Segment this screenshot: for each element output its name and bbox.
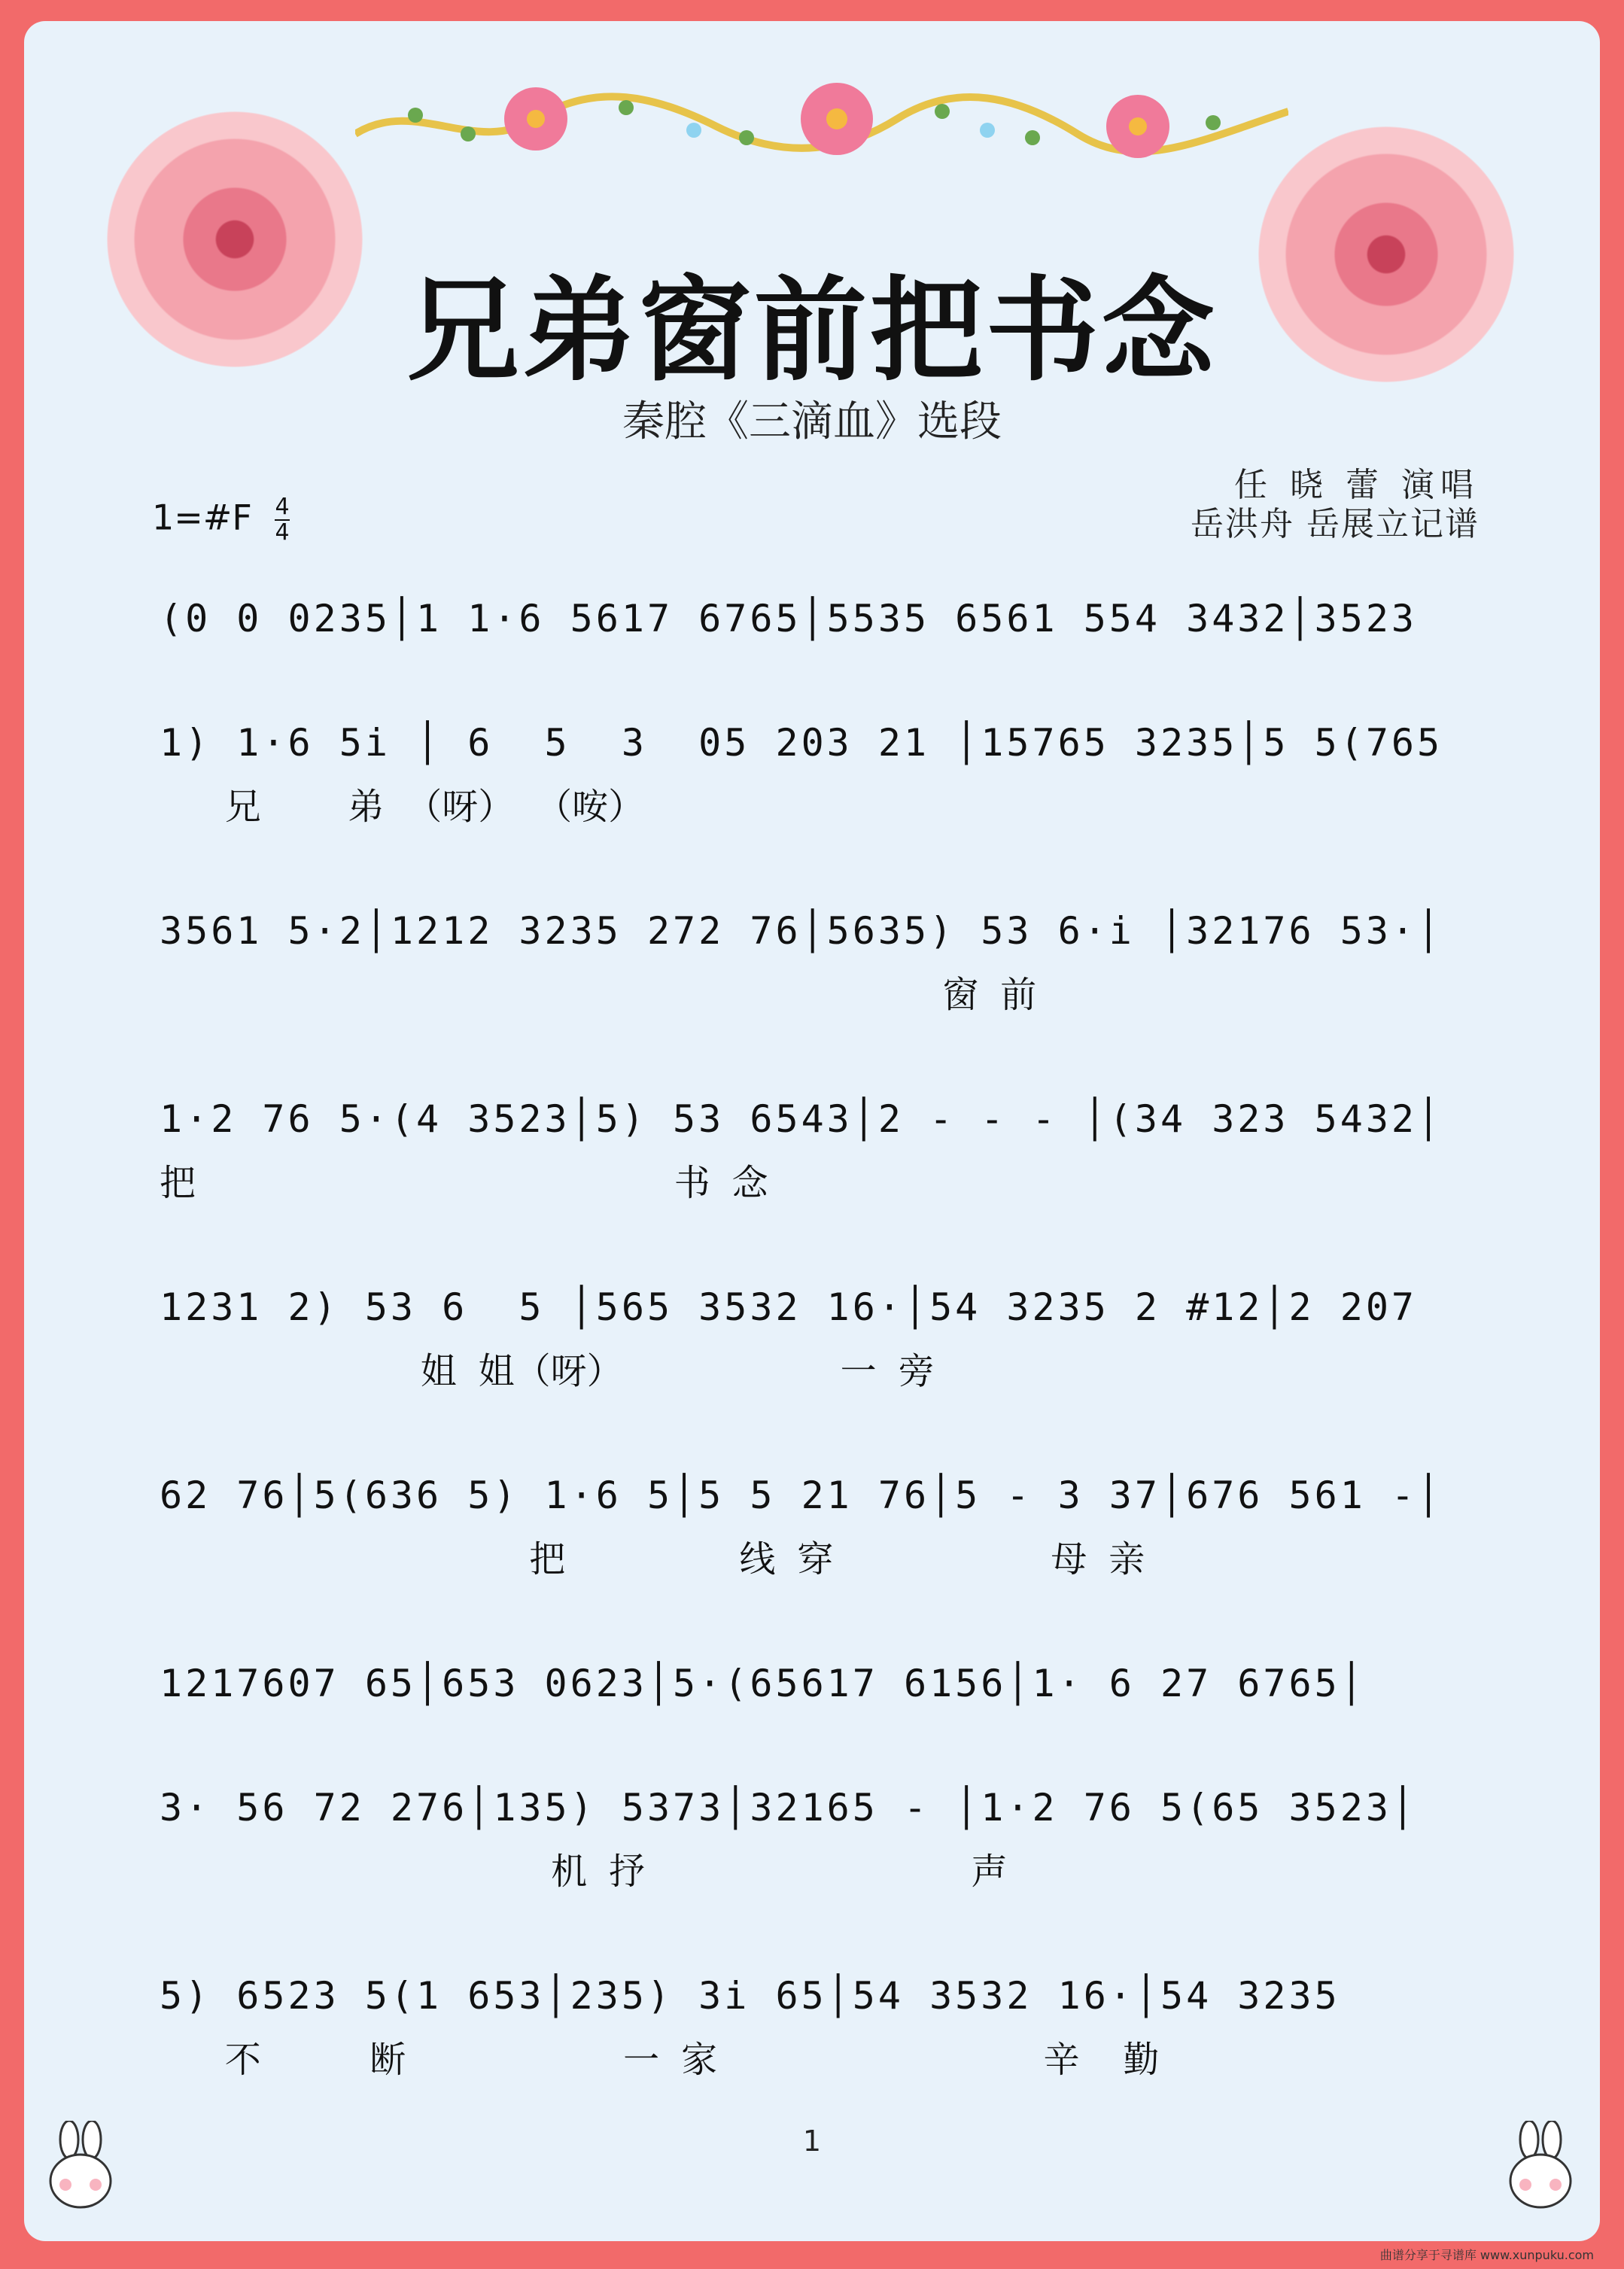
key-signature — [152, 495, 290, 545]
bunny-right-icon — [1499, 2121, 1582, 2211]
lyric-row-2: 兄 弟 （呀） （咹） — [160, 786, 645, 828]
credit-transcriber: 岳洪舟 岳展立记谱 — [1191, 505, 1480, 543]
time-signature — [275, 495, 289, 545]
score-page — [24, 21, 1600, 2241]
notation-row-7: 1217607 65│653 0623│5·(65617 6156│1· 6 27 6765│ — [160, 1662, 1366, 1705]
lyric-row-5: 姐 姐（呀） 一 旁 — [160, 1350, 935, 1392]
song-subtitle: 秦腔《三滴血》选段 — [622, 397, 1002, 446]
notation-row-8: 3· 56 72 276│135) 5373│32165 - │1·2 76 5(65 3523│ — [160, 1786, 1418, 1829]
time-bottom: 4 — [275, 519, 290, 546]
watermark-text: 曲谱分享于寻谱库 www.xunpuku.com — [1379, 2248, 1594, 2262]
lyric-row-8: 机 抒 声 — [160, 1851, 1008, 1893]
lyric-row-3: 窗 前 — [160, 974, 1037, 1016]
notation-row-9: 5) 6523 5(1 653│235) 3i 65│54 3532 16·│54 3235 — [160, 1974, 1340, 2018]
notation-row-6: 62 76│5(636 5) 1·6 5│5 5 21 76│5 - 3 37│676 561 -│ — [160, 1474, 1443, 1517]
time-top: 4 — [275, 494, 290, 520]
credit-singer: 任 晓 蕾 演唱 — [1234, 466, 1480, 504]
lyric-row-6: 把 线 穿 母 亲 — [160, 1538, 1145, 1580]
lyric-row-9: 不 断 一 家 辛 勤 — [160, 2039, 1160, 2081]
page-number: 1 — [802, 2125, 822, 2158]
key-label: 1=#F — [152, 497, 252, 538]
notation-row-1: (0 0 0235│1 1·6 5617 6765│5535 6561 554 3432│3523 — [160, 597, 1418, 640]
notation-row-2: 1) 1·6 5i │ 6 5 3 05 203 21 │15765 3235│5 5(765 — [160, 721, 1443, 765]
lyric-row-4: 把 书 念 — [160, 1162, 768, 1204]
notation-row-3: 3561 5·2│1212 3235 272 76│5635) 53 6·i │32176 53·│ — [160, 909, 1443, 953]
song-title: 兄弟窗前把书念 — [406, 266, 1218, 397]
bunny-left-icon — [39, 2121, 122, 2211]
flower-garland-decoration — [355, 66, 1288, 172]
notation-row-4: 1·2 76 5·(4 3523│5) 53 6543│2 - - - │(34 323 5432│ — [160, 1097, 1443, 1141]
notation-row-5: 1231 2) 53 6 5 │565 3532 16·│54 3235 2 #12│2 207 — [160, 1285, 1418, 1329]
